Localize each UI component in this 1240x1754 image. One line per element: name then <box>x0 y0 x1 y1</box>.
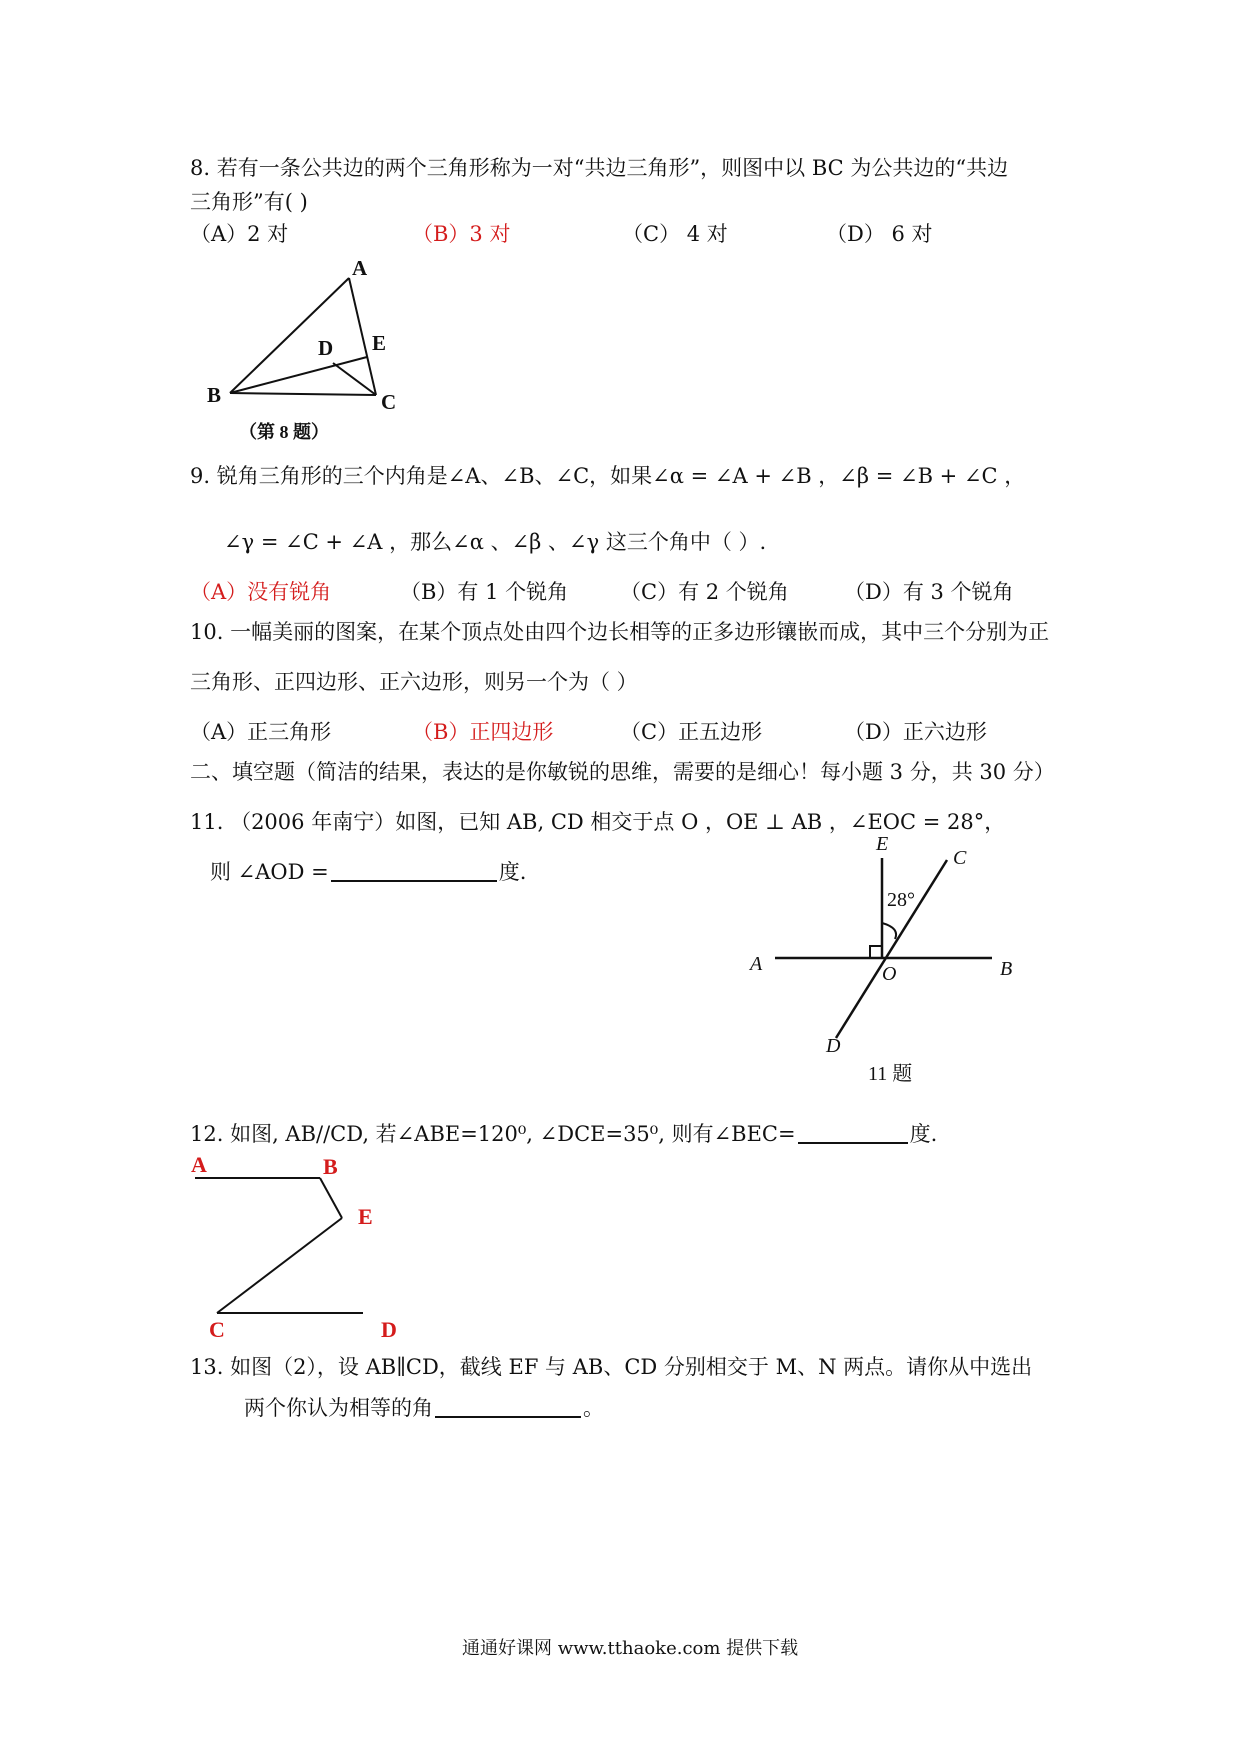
q10-option-d: （D）正六边形 <box>844 720 987 744</box>
q8-option-d: （D） 6 对 <box>826 222 933 246</box>
q8-segment-be <box>230 357 367 393</box>
section-2-heading: 二、填空题（简洁的结果，表达的是你敏锐的思维，需要的是细心！每小题 3 分，共 30 分） <box>190 760 1055 784</box>
q11-line2-suffix: 度. <box>498 860 527 884</box>
q11-right-angle-mark <box>870 946 882 958</box>
q8-label-e: E <box>372 331 387 355</box>
q12-segment-be <box>320 1178 342 1218</box>
q8-option-c: （C） 4 对 <box>622 222 728 246</box>
q11-line2 <box>210 860 526 883</box>
q12-parallel-figure <box>185 1148 415 1348</box>
q9-option-d: （D）有 3 个锐角 <box>844 580 1014 604</box>
q11-label-o: O <box>882 963 897 985</box>
q9-line1: 9. 锐角三角形的三个内角是∠A、∠B、∠C，如果∠α = ∠A + ∠B ，∠β = ∠B + ∠C ， <box>190 464 1026 488</box>
q8-segment-bc <box>230 393 376 395</box>
q12-answer-blank[interactable] <box>798 1122 908 1144</box>
q11-line2-prefix: 则 ∠AOD = <box>210 860 329 884</box>
q12-segment-ec <box>217 1218 342 1313</box>
q13-line1: 13. 如图（2），设 AB∥CD，截线 EF 与 AB、CD 分别相交于 M、N 两点。请你从中选出 <box>190 1355 1033 1379</box>
q12-label-e: E <box>358 1204 373 1229</box>
q10-line1: 10. 一幅美丽的图案，在某个顶点处由四个边长相等的正多边形镶嵌而成，其中三个分别为正 <box>190 620 1050 644</box>
q11-line1: 11. （2006 年南宁）如图，已知 AB, CD 相交于点 O ，OE ⊥ AB ，∠EOC = 28°， <box>190 810 1006 834</box>
q8-line1: 8. 若有一条公共边的两个三角形称为一对“共边三角形”，则图中以 BC 为公共边的“共边 <box>190 156 1009 180</box>
q10-line2: 三角形、正四边形、正六边形，则另一个为（ ） <box>190 670 638 694</box>
q9-option-c: （C）有 2 个锐角 <box>620 580 789 604</box>
q12-line <box>190 1122 937 1145</box>
q11-angle-label: 28° <box>887 889 915 911</box>
q8-caption: （第 8 题） <box>239 422 329 442</box>
q12-label-a: A <box>191 1152 207 1177</box>
q8-label-b: B <box>207 383 222 407</box>
q9-option-b: （B）有 1 个锐角 <box>400 580 569 604</box>
q11-label-c: C <box>953 847 967 869</box>
q8-triangle-figure <box>195 250 425 450</box>
q13-answer-blank[interactable] <box>435 1396 581 1418</box>
q12-label-d: D <box>381 1317 397 1342</box>
q11-answer-blank[interactable] <box>331 860 497 882</box>
q12-text-prefix: 12. 如图, AB//CD, 若∠ABE=120⁰, ∠DCE=35⁰, 则有∠BEC= <box>190 1122 796 1146</box>
q11-angle-arc <box>882 923 896 939</box>
q11-line-cd <box>836 860 947 1038</box>
q10-option-a: （A）正三角形 <box>190 720 332 744</box>
q11-caption: 11 题 <box>868 1063 913 1085</box>
q8-option-a: （A）2 对 <box>190 222 289 246</box>
q13-line2-prefix: 两个你认为相等的角 <box>244 1396 433 1420</box>
q8-line2: 三角形”有( ) <box>190 190 308 214</box>
q13-line2-suffix: 。 <box>583 1396 604 1420</box>
q9-option-a: （A）没有锐角 <box>190 580 332 604</box>
page-footer: 通通好课网 www.tthaoke.com 提供下载 <box>462 1638 799 1659</box>
q11-label-b: B <box>1000 958 1013 980</box>
q11-label-d: D <box>826 1035 841 1057</box>
q8-option-b: （B）3 对 <box>412 222 511 246</box>
q11-angle-figure <box>740 830 1020 1090</box>
q8-label-a: A <box>352 256 368 280</box>
q11-label-a: A <box>750 953 763 975</box>
q8-label-d: D <box>318 336 334 360</box>
q13-line2 <box>244 1396 604 1419</box>
q10-option-c: （C）正五边形 <box>620 720 763 744</box>
q12-text-suffix: 度. <box>909 1122 938 1146</box>
q10-option-b: （B）正四边形 <box>412 720 554 744</box>
q9-line2: ∠γ = ∠C + ∠A ，那么∠α 、∠β 、∠γ 这三个角中（ ）. <box>224 530 767 554</box>
q12-label-b: B <box>323 1154 338 1179</box>
q12-label-c: C <box>209 1317 225 1342</box>
q11-label-e: E <box>876 833 889 855</box>
q8-label-c: C <box>381 390 397 414</box>
